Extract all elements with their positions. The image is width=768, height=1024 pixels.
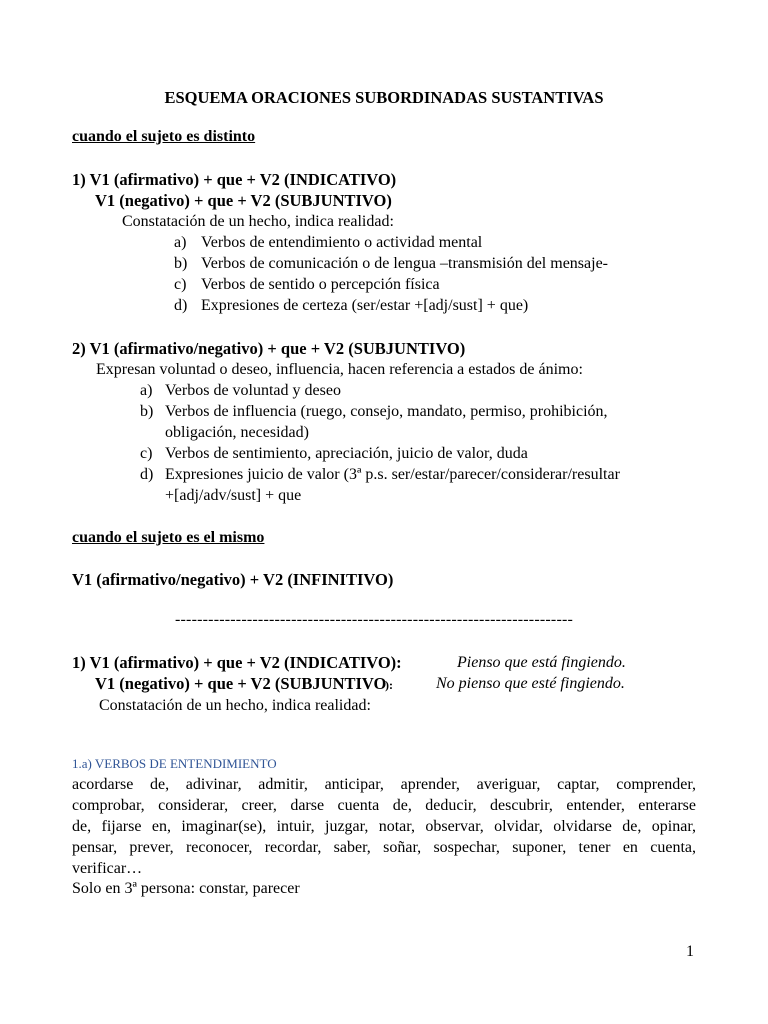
verb-list-line: de, fijarse en, imaginar(se), intuir, juzgar, notar, observar, olvidar, olvidarse de, opinar, [72, 818, 696, 835]
list-item-continuation: +[adj/adv/sust] + que [165, 487, 302, 504]
example-rule-1-line-2: V1 (negativo) + que + V2 (SUBJUNTIVO [95, 674, 387, 693]
list-item-label: a) [174, 234, 187, 251]
verb-list-line: pensar, prever, reconocer, recordar, saber, soñar, sospechar, suponer, tener en cuenta, [72, 839, 696, 856]
list-item-continuation: obligación, necesidad) [165, 424, 309, 441]
list-item-text: Verbos de entendimiento o actividad mental [201, 234, 483, 251]
page-number: 1 [686, 943, 694, 960]
infinitive-rule: V1 (afirmativo/negativo) + V2 (INFINITIVO) [72, 570, 394, 589]
example-rule-1-line-2-end: ): [385, 678, 393, 692]
example-sentence-affirmative: Pienso que está fingiendo. [457, 654, 626, 671]
section-heading-distinct-subject: cuando el sujeto es distinto [72, 128, 256, 145]
verb-list-line: comprobar, considerar, creer, darse cuenta de, deducir, descubrir, entender, enterarse [72, 797, 696, 814]
list-item-label: a) [140, 382, 153, 399]
verbs-note: Solo en 3ª persona: constar, parecer [72, 880, 300, 897]
document-title: ESQUEMA ORACIONES SUBORDINADAS SUSTANTIVAS [164, 88, 604, 107]
section-heading-same-subject: cuando el sujeto es el mismo [72, 529, 265, 546]
divider-line: ------------------------------------------------------------------------ [175, 611, 574, 628]
rule-1-line-1: 1) V1 (afirmativo) + que + V2 (INDICATIVO) [72, 170, 397, 189]
example-description: Constatación de un hecho, indica realidad: [99, 697, 371, 714]
verb-list-line: verificar… [72, 860, 143, 877]
rule-1-description: Constatación de un hecho, indica realidad: [122, 213, 394, 230]
verb-list-line: acordarse de, adivinar, admitir, anticipar, aprender, averiguar, captar, comprender, [72, 776, 696, 793]
list-item-text: Expresiones de certeza (ser/estar +[adj/sust] + que) [201, 297, 529, 314]
list-item-text: Verbos de sentimiento, apreciación, juicio de valor, duda [165, 445, 528, 462]
list-item-label: b) [174, 255, 188, 272]
rule-2-line-1: 2) V1 (afirmativo/negativo) + que + V2 (SUBJUNTIVO) [72, 339, 466, 358]
list-item-label: d) [140, 466, 154, 483]
list-item-text: Verbos de influencia (ruego, consejo, mandato, permiso, prohibición, [165, 403, 608, 420]
list-item-label: b) [140, 403, 154, 420]
rule-1-line-2: V1 (negativo) + que + V2 (SUBJUNTIVO) [95, 191, 392, 210]
list-item-text: Expresiones juicio de valor (3ª p.s. ser/estar/parecer/considerar/resultar [165, 466, 620, 483]
list-item-text: Verbos de voluntad y deseo [165, 382, 341, 399]
verbs-heading: 1.a) VERBOS DE ENTENDIMIENTO [72, 756, 277, 771]
list-item-label: c) [174, 276, 187, 293]
list-item-text: Verbos de comunicación o de lengua –transmisión del mensaje- [201, 255, 608, 272]
example-sentence-negative: No pienso que esté fingiendo. [436, 675, 625, 692]
list-item-label: d) [174, 297, 188, 314]
example-rule-1-line-1: 1) V1 (afirmativo) + que + V2 (INDICATIVO): [72, 653, 402, 672]
list-item-text: Verbos de sentido o percepción física [201, 276, 440, 293]
rule-2-description: Expresan voluntad o deseo, influencia, hacen referencia a estados de ánimo: [96, 361, 583, 378]
list-item-label: c) [140, 445, 153, 462]
